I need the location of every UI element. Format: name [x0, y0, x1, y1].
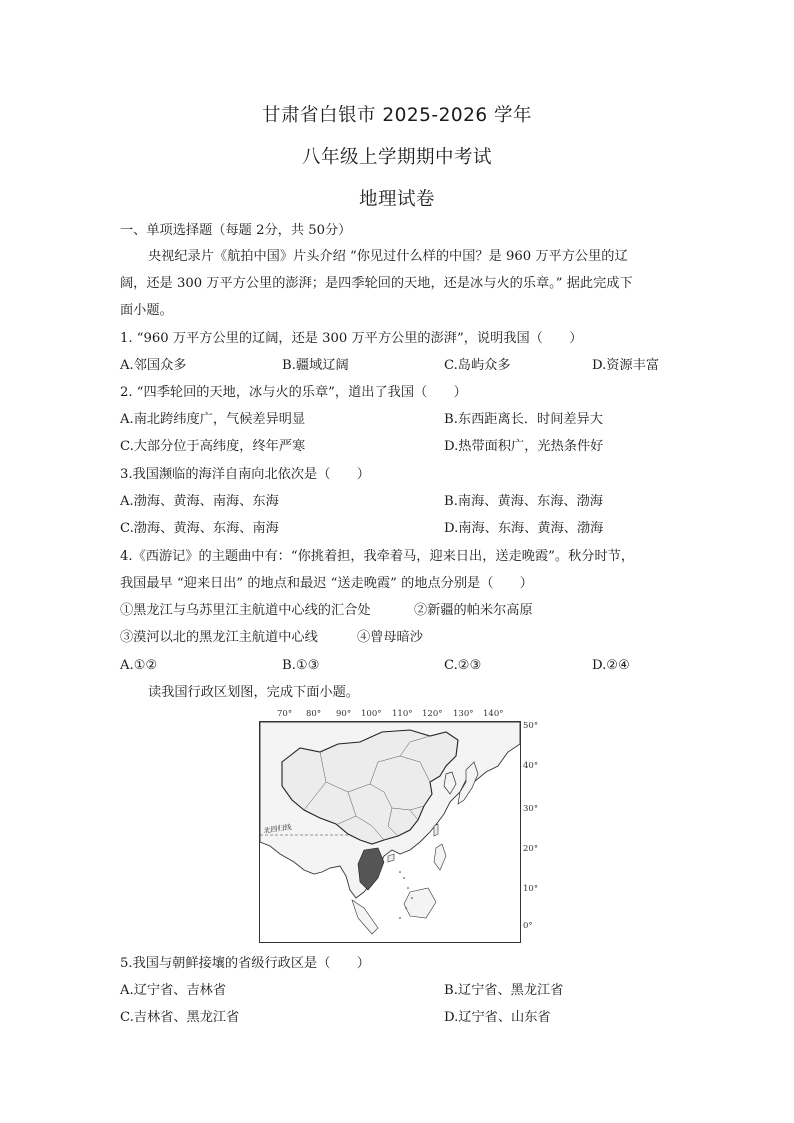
lon-label-80: 80°	[306, 709, 322, 719]
lon-label-100: 100°	[361, 709, 382, 719]
question-3-option-c[interactable]: C.渤海、黄海、东海、南海	[120, 521, 279, 536]
taiwan	[434, 824, 438, 836]
question-4-choice-4: ④曾母暗沙	[357, 630, 423, 645]
question-4-choice-1: ①黑龙江与乌苏里江主航道中心线的汇合处	[120, 603, 371, 618]
question-3-option-b[interactable]: B.南海、黄海、东海、渤海	[444, 494, 603, 509]
lat-label-0: 0°	[523, 921, 533, 931]
lat-label-10: 10°	[523, 884, 539, 894]
lon-label-70: 70°	[277, 709, 293, 719]
lon-label-120: 120°	[422, 709, 443, 719]
exam-title-region: 甘肃省白银市 2025-2026 学年	[261, 105, 533, 126]
question-3-stem: 3.我国濒临的海洋自南向北依次是（ ）	[120, 467, 370, 482]
exam-title-grade: 八年级上学期期中考试	[301, 147, 492, 168]
question-4-stem-line-1: 4.《西游记》的主题曲中有：“你挑着担，我牵着马，迎来日出，送走晚霞”。秋分时节，	[120, 549, 634, 564]
question-4-choice-3: ③漠河以北的黑龙江主航道中心线	[120, 630, 318, 645]
intro-line-1: 央视纪录片《航拍中国》片头介绍 “你见过什么样的中国？是 960 万平方公里的辽	[148, 249, 628, 264]
map-frame	[259, 721, 521, 943]
question-4-option-d[interactable]: D.②④	[592, 658, 630, 673]
question-5-option-a[interactable]: A.辽宁省、吉林省	[120, 983, 227, 998]
lat-label-50: 50°	[523, 721, 539, 731]
question-2-option-a[interactable]: A.南北跨纬度广，气候差异明显	[120, 412, 306, 427]
lat-label-40: 40°	[523, 761, 539, 771]
question-2-stem: 2. “四季轮回的天地，冰与火的乐章”，道出了我国（ ）	[120, 385, 467, 400]
intro-line-2: 阔，还是 300 万平方公里的澎湃；是四季轮回的天地，还是冰与火的乐章。” 据此完成下	[120, 276, 633, 291]
tropic-of-cancer-label: 北回归线	[263, 823, 293, 835]
question-2-option-c[interactable]: C.大部分位于高纬度，终年严寒	[120, 439, 306, 454]
question-2-option-d[interactable]: D.热带面积广，光热条件好	[444, 439, 604, 454]
question-1-option-d[interactable]: D.资源丰富	[592, 358, 660, 373]
lon-label-90: 90°	[336, 709, 352, 719]
question-4-option-a[interactable]: A.①②	[120, 658, 158, 673]
question-4-choice-2: ②新疆的帕米尔高原	[414, 603, 533, 618]
section-heading: 一、单项选择题（每题 2分，共 50分）	[120, 223, 352, 238]
question-3-option-d[interactable]: D.南海、东海、黄海、渤海	[444, 521, 604, 536]
question-1-option-a[interactable]: A.邻国众多	[120, 358, 187, 373]
question-4-option-b[interactable]: B.①③	[282, 658, 320, 673]
lat-label-30: 30°	[523, 804, 539, 814]
question-5-stem: 5.我国与朝鲜接壤的省级行政区是（ ）	[120, 956, 370, 971]
china-admin-map	[260, 722, 520, 942]
lon-label-130: 130°	[453, 709, 474, 719]
admin-map-figure	[259, 709, 541, 943]
question-5-option-d[interactable]: D.辽宁省、山东省	[444, 1010, 551, 1025]
lon-label-110: 110°	[392, 709, 413, 719]
question-3-option-a[interactable]: A.渤海、黄海、南海、东海	[120, 494, 279, 509]
lat-label-20: 20°	[523, 844, 539, 854]
exam-title-subject: 地理试卷	[358, 189, 435, 210]
question-5-option-c[interactable]: C.吉林省、黑龙江省	[120, 1010, 240, 1025]
question-1-option-b[interactable]: B.疆域辽阔	[282, 358, 349, 373]
map-instruction: 读我国行政区划图，完成下面小题。	[148, 685, 359, 700]
question-4-option-c[interactable]: C.②③	[444, 658, 482, 673]
question-5-option-b[interactable]: B.辽宁省、黑龙江省	[444, 983, 564, 998]
intro-line-3: 面小题。	[120, 303, 173, 318]
question-2-option-b[interactable]: B.东西距离长．时间差异大	[444, 412, 603, 427]
question-4-stem-line-2: 我国最早 “迎来日出” 的地点和最迟 “送走晚霞” 的地点分别是（ ）	[120, 576, 533, 591]
question-1-option-c[interactable]: C.岛屿众多	[444, 358, 511, 373]
lon-label-140: 140°	[483, 709, 504, 719]
question-1-stem: 1. “960 万平方公里的辽阔，还是 300 万平方公里的澎湃”，说明我国（ ）	[120, 331, 583, 346]
